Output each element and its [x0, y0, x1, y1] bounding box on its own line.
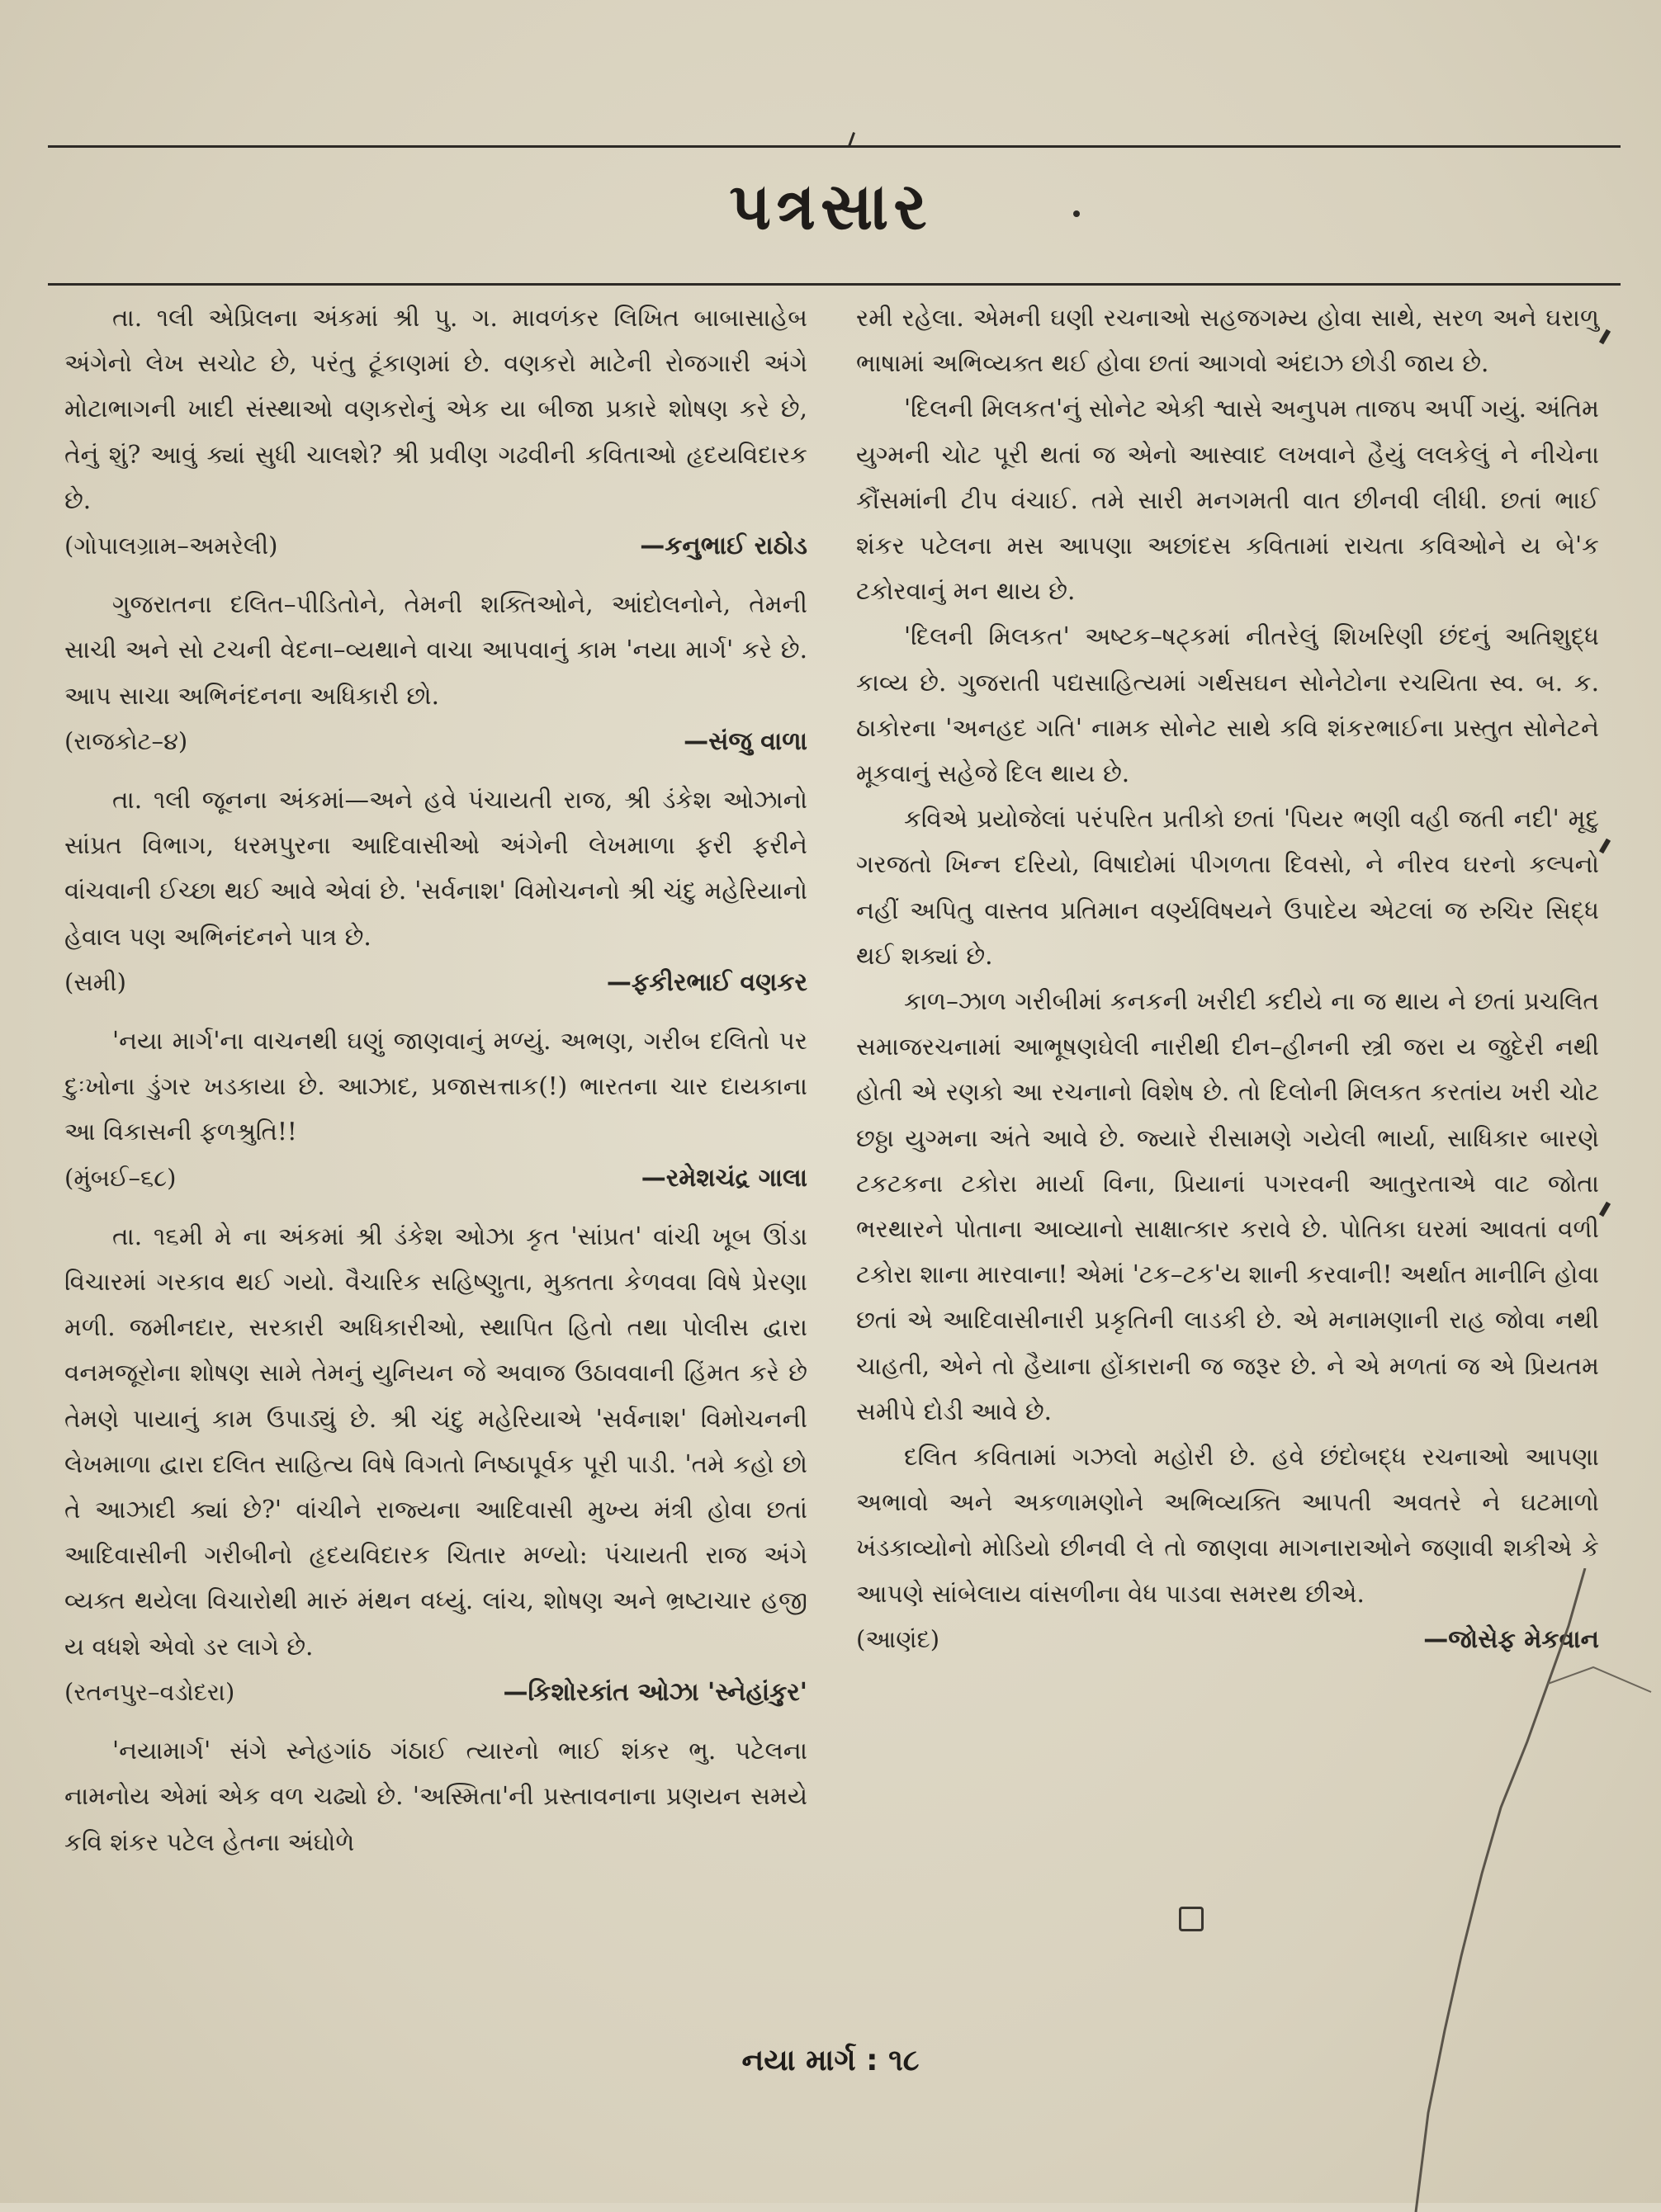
letter-paragraph: રમી રહેલા. એમની ઘણી રચનાઓ સહજગમ્ય હોવા સાથે, સરળ અને ઘરાળુ ભાષામાં અભિવ્યક્ત થઈ હોવા છતાં આગવો અંદાઝ છોડી જાય છે. [856, 304, 1599, 378]
letter-paragraph: 'દિલની મિલકત'નું સોનેટ એકી શ્વાસે અનુપમ તાજપ અર્પી ગયું. અંતિમ યુગ્મની ચોટ પૂરી થતાં જ એનો આસ્વાદ લખવાને હૈયું લલકેલું ને નીચેના કૌંસમાંની ટીપ વંચાઈ. તમે સારી મનગમતી વાત છીનવી લીધી. છતાં ભાઈ શંકર પટેલના મસ આપણા અછાંદસ કવિતામાં રાચતા કવિઓને ય બે'ક ટકોરવાનું મન થાય છે. [856, 395, 1599, 606]
margin-mark [1599, 1202, 1611, 1217]
signature-place: (રતનપુર–વડોદરા) [64, 1677, 235, 1706]
margin-mark [1599, 329, 1611, 345]
letter-paragraph: 'નયામાર્ગ' સંગે સ્નેહગાંઠ ગંઠાઈ ત્યારનો ભાઈ શંકર ભુ. પટેલના નામનોય એમાં એક વળ ચઢ્યો છે. 'અસ્મિતા'ની પ્રસ્તાવનાના પ્રણયન સમયે કવિ શંકર પટેલ હેતના અંઘોળે [64, 1737, 807, 1856]
letter-signature [64, 719, 807, 764]
masthead-dot [1073, 210, 1080, 217]
signature-name: —જોસેફ મેકવાન [1423, 1624, 1599, 1654]
signature-place: (ગોપાલગ્રામ–અમરેલી) [64, 532, 278, 560]
letter-signature [64, 1156, 807, 1201]
letter-gap [64, 764, 807, 778]
signature-place: (મુંબઈ–૬૮) [64, 1163, 177, 1192]
section-title: પત્રસાર [729, 169, 932, 244]
right-column [856, 295, 1599, 1676]
left-column [64, 295, 807, 1865]
letter-paragraph: દલિત કવિતામાં ગઝલો મહોરી છે. હવે છંદોબદ્ધ રચનાઓ આપણા અભાવો અને અકળામણોને અભિવ્યક્તિ આપતી અવતરે ને ઘટમાળો ખંડકાવ્યોનો મોડિયો છીનવી લે તો જાણવા માગનારાઓને જણાવી શકીએ કે આપણે સાંબેલાય વાંસળીના વેધ પાડવા સમરથ છીએ. [856, 1443, 1599, 1608]
letter-signature [64, 523, 807, 569]
letter-paragraph: તા. ૧૬મી મે ના અંકમાં શ્રી ડંકેશ ઓઝા કૃત 'સાંપ્રત' વાંચી ખૂબ ઊંડા વિચારમાં ગરકાવ થઈ ગયો. વૈચારિક સહિષ્ણુતા, મુક્તતા કેળવવા વિષે પ્રેરણા મળી. જમીનદાર, સરકારી અધિકારીઓ, સ્થાપિત હિતો તથા પોલીસ દ્વારા વનમજૂરોના શોષણ સામે તેમનું યુનિયન જે અવાજ ઉઠાવવાની હિંમત કરે છે તેમણે પાયાનું કામ ઉપાડ્યું છે. શ્રી ચંદુ મહેરિયાએ 'સર્વનાશ' વિમોચનની લેખમાળા દ્વારા દલિત સાહિત્ય વિષે વિગતો નિષ્ઠાપૂર્વક પૂરી પાડી. 'તમે કહો છો તે આઝાદી ક્યાં છે?' વાંચીને રાજ્યના આદિવાસી મુખ્ય મંત્રી હોવા છતાં આદિવાસીની ગરીબીનો હૃદયવિદારક ચિતાર મળ્યો: પંચાયતી રાજ અંગે વ્યક્ત થયેલા વિચારોથી મારું મંથન વધ્યું. લાંચ, શોષણ અને ભ્રષ્ટાચાર હજી ય વધશે એવો ડર લાગે છે. [64, 1222, 807, 1661]
signature-name: —કનુભાઈ રાઠોડ [640, 532, 807, 561]
signature-name: —ફકીરભાઈ વણકર [606, 967, 807, 997]
signature-place: (સમી) [64, 967, 126, 996]
top-rule [48, 145, 1621, 148]
signature-place: (રાજકોટ–૪) [64, 726, 188, 755]
signature-name: —સંજુ વાળા [684, 726, 807, 756]
letter-signature [64, 960, 807, 1005]
letter-gap [64, 1201, 807, 1214]
letter-signature [64, 1670, 807, 1715]
letter-gap [64, 1715, 807, 1728]
signature-name: —કિશોરકાંત ઓઝા 'સ્નેહાંકુર' [503, 1677, 807, 1707]
letter-gap [64, 569, 807, 582]
letter-paragraph: 'દિલની મિલકત' અષ્ટક–ષટ્કમાં નીતરેલું શિખરિણી છંદનું અતિશુદ્ધ કાવ્ય છે. ગુજરાતી પદ્યસાહિત્યમાં ગર્થસઘન સોનેટોના રચયિતા સ્વ. બ. ક. ઠાકોરના 'અનહદ ગતિ' નામક સોનેટ સાથે કવિ શંકરભાઈના પ્રસ્તુત સોનેટને મૂકવાનું સહેજે દિલ થાય છે. [856, 622, 1599, 788]
letter-paragraph: 'નયા માર્ગ'ના વાચનથી ઘણું જાણવાનું મળ્યું. અભણ, ગરીબ દલિતો પર દુઃખોના ડુંગર ખડકાયા છે. આઝાદ, પ્રજાસત્તાક(!) ભારતના ચાર દાયકાના આ વિકાસની ફળશ્રુતિ!! [64, 1027, 807, 1146]
letter-paragraph: તા. ૧લી જૂનના અંકમાં—અને હવે પંચાયતી રાજ, શ્રી ડંકેશ ઓઝાનો સાંપ્રત વિભાગ, ધરમપુરના આદિવાસીઓ અંગેની લેખમાળા ફરી ફરીને વાંચવાની ઈચ્છા થઈ આવે એવાં છે. 'સર્વનાશ' વિમોચનનો શ્રી ચંદુ મહેરિયાનો હેવાલ પણ અભિનંદનને પાત્ર છે. [64, 786, 807, 951]
letter-paragraph: ગુજરાતના દલિત–પીડિતોને, તેમની શક્તિઓને, આંદોલનોને, તેમની સાચી અને સો ટચની વેદના–વ્યથાને વાચા આપવાનું કામ 'નયા માર્ગ' કરે છે. આપ સાચા અભિનંદનના અધિકારી છો. [64, 590, 807, 710]
page-footer: નયા માર્ગ : ૧૮ [741, 2044, 920, 2077]
signature-name: —રમેશચંદ્ર ગાલા [641, 1163, 807, 1193]
signature-place: (આણંદ) [856, 1624, 940, 1653]
letter-paragraph: કાળ–ઝાળ ગરીબીમાં કનકની ખરીદી કદીયે ના જ થાય ને છતાં પ્રચલિત સમાજરચનામાં આભૂષણઘેલી નારીથી દીન–હીનની સ્ત્રી જરા ય જુદેરી નથી હોતી એ રણકો આ રચનાનો વિશેષ છે. તો દિલોની મિલકત કરતાંય ખરી ચોટ છઠ્ઠા યુગ્મના અંતે આવે છે. જ્યારે રીસામણે ગયેલી ભાર્યા, સાધિકાર બારણે ટકટકના ટકોરા માર્યા વિના, પ્રિયાનાં પગરવની આતુરતાએ વાટ જોતા ભરથારને પોતાના આવ્યાનો સાક્ષાત્કાર કરાવે છે. પોતિકા ઘરમાં આવતાં વળી ટકોરા શાના મારવાના! એમાં 'ટક–ટક'ય શાની કરવાની! અર્થાત માનીનિ હોવા છતાં એ આદિવાસીનારી પ્રકૃતિની લાડકી છે. એ મનામણાની રાહ જોવા નથી ચાહતી, એને તો હૈયાના હોંકારાની જ જરૂર છે. ને એ મળતાં જ એ પ્રિયતમ સમીપે દોડી આવે છે. [856, 987, 1599, 1425]
letter-gap [64, 1005, 807, 1019]
letter-gap [856, 1662, 1599, 1676]
bottom-title-rule [48, 283, 1621, 286]
letter-signature [856, 1617, 1599, 1662]
end-mark-icon [1179, 1907, 1204, 1931]
letter-paragraph: કવિએ પ્રયોજેલાં પરંપરિત પ્રતીકો છતાં 'પિયર ભણી વહી જતી નદી' મૃદુ ગરજતો ખિન્ન દરિયો, વિષાદોમાં પીગળતા દિવસો, ને નીરવ ઘરનો કલ્પનો નહીં અપિતુ વાસ્તવ પ્રતિમાન વર્ણ્યવિષયને ઉપાદેય એટલાં જ રુચિર સિદ્ધ થઈ શક્યાં છે. [856, 805, 1599, 970]
margin-mark [1599, 839, 1611, 854]
letter-paragraph: તા. ૧લી એપ્રિલના અંકમાં શ્રી પુ. ગ. માવળંકર લિખિત બાબાસાહેબ અંગેનો લેખ સચોટ છે, પરંતુ ટૂંકાણમાં છે. વણકરો માટેની રોજગારી અંગે મોટાભાગની ખાદી સંસ્થાઓ વણકરોનું એક યા બીજા પ્રકારે શોષણ કરે છે, તેનું શું? આવું ક્યાં સુધી ચાલશે? શ્રી પ્રવીણ ગઢવીની કવિતાઓ હૃદયવિદારક છે. [64, 304, 807, 514]
